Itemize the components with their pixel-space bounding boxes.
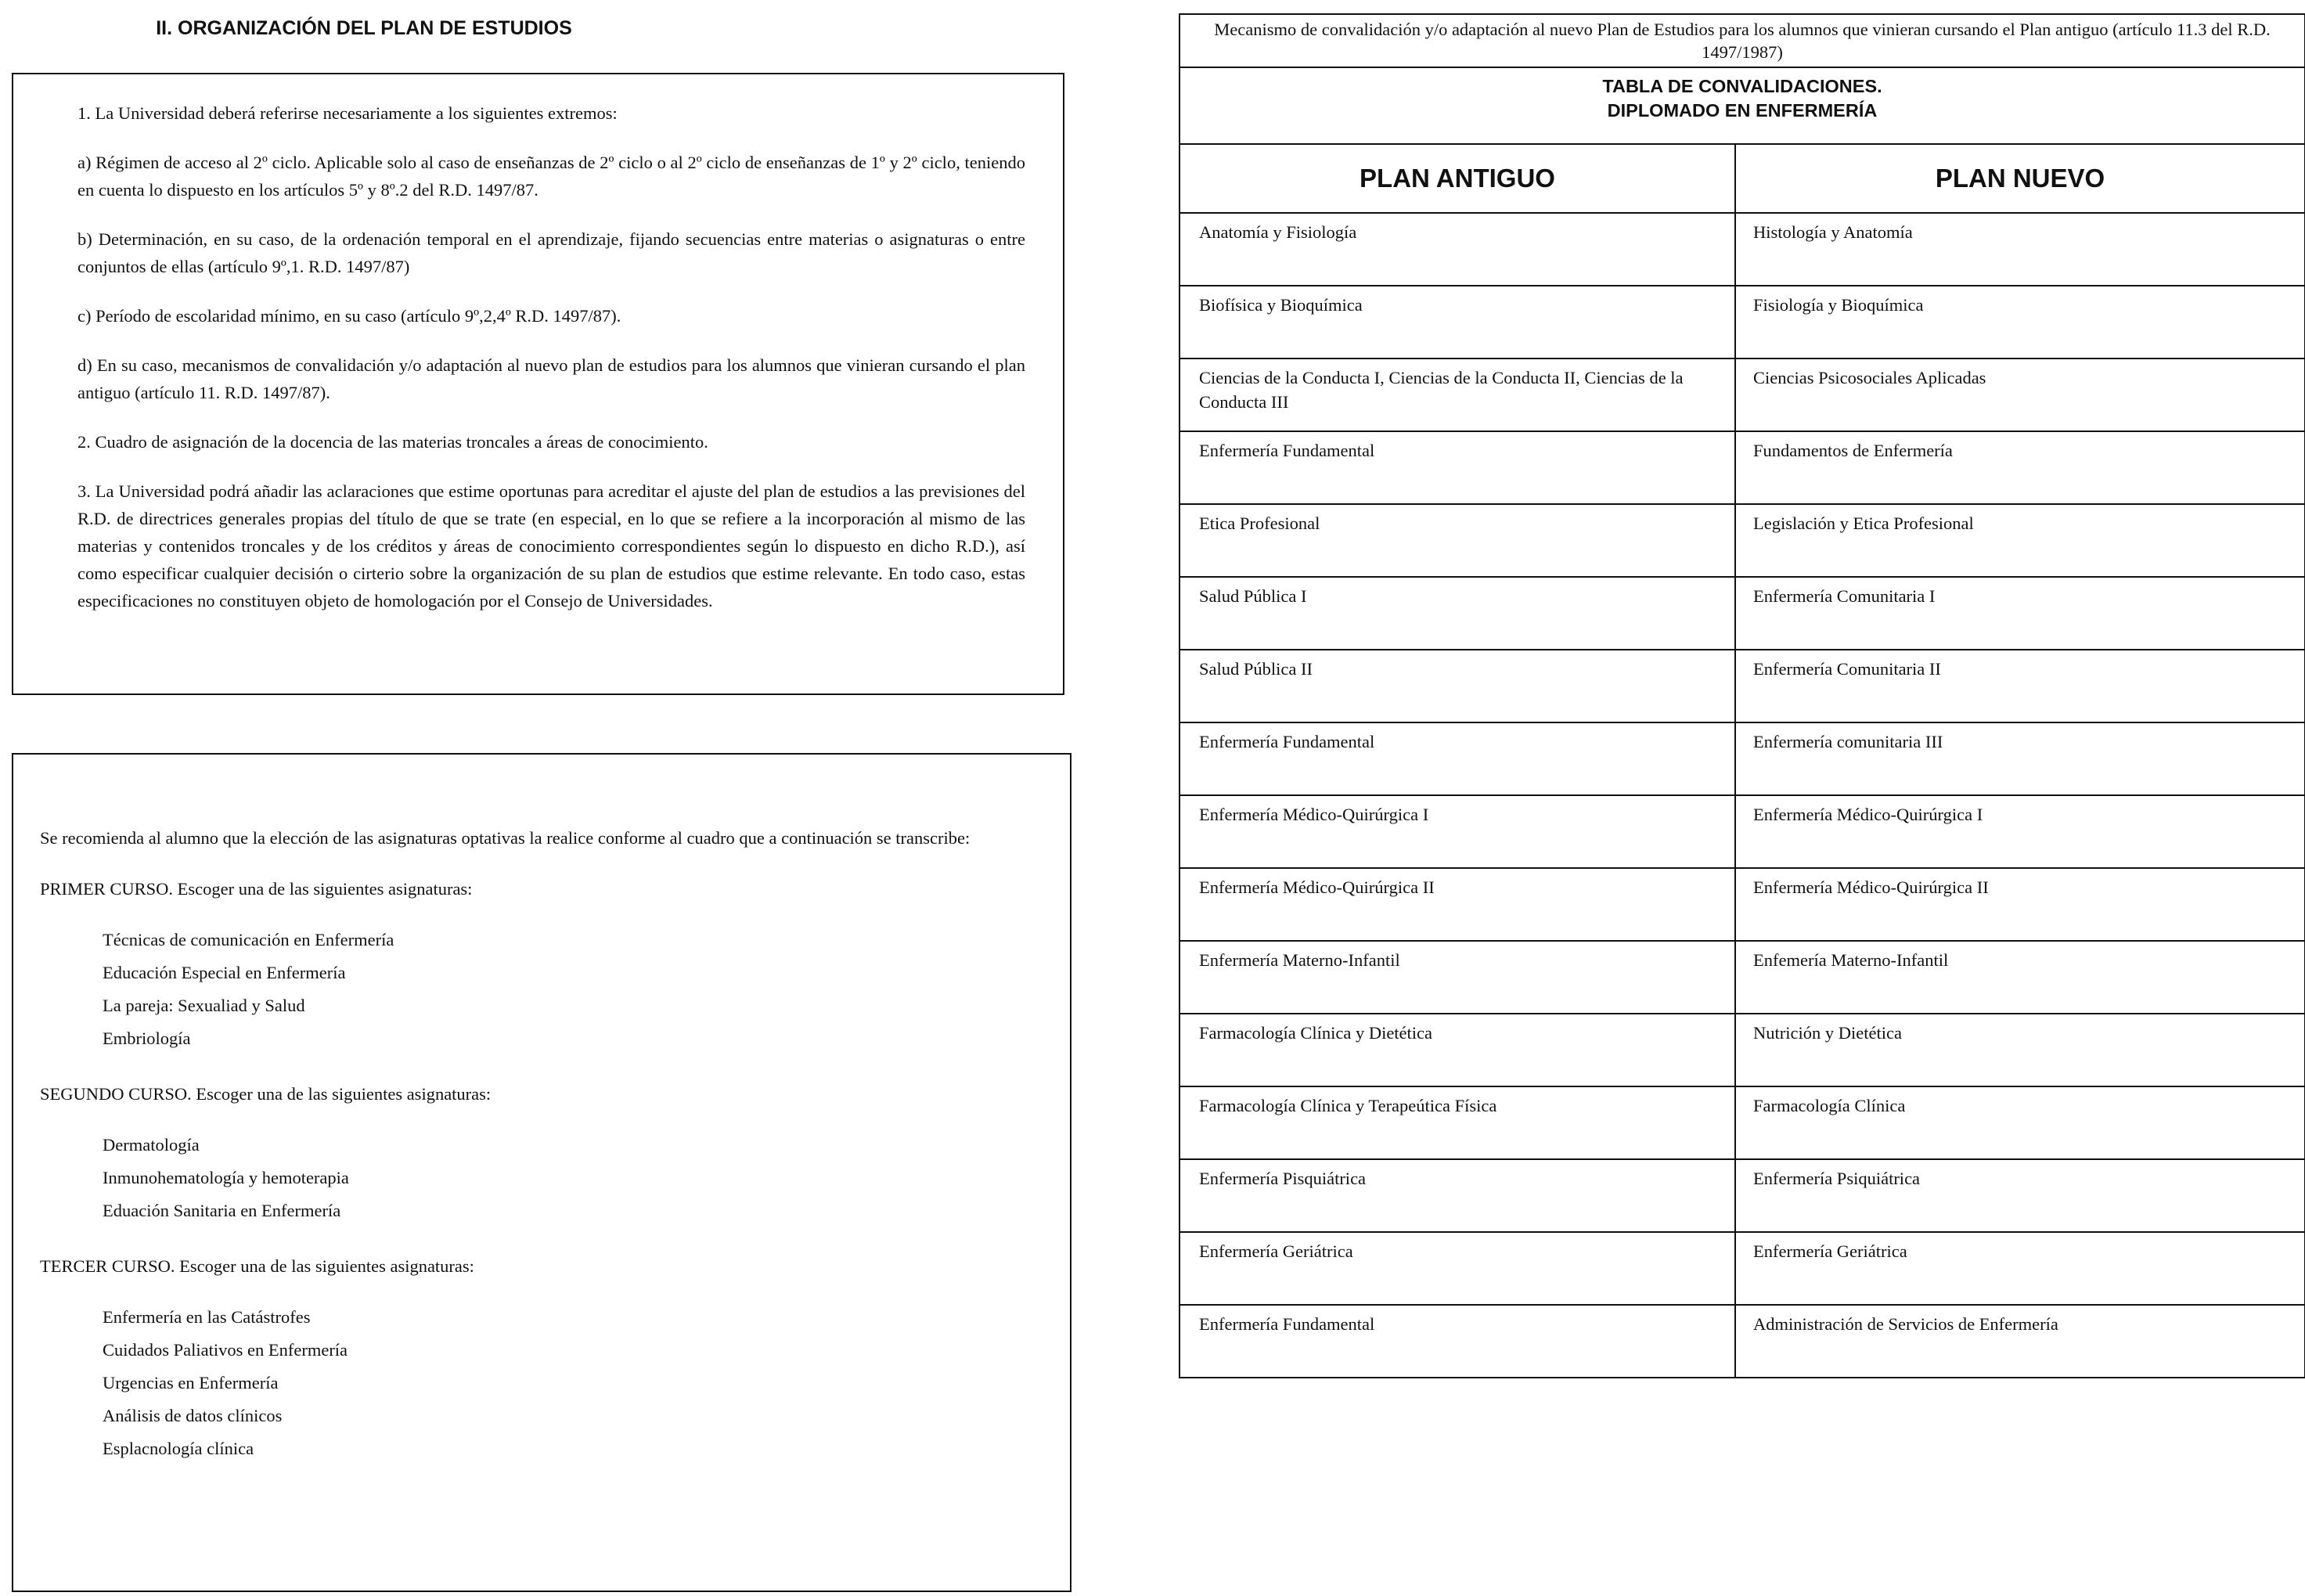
- old-plan-subject: Farmacología Clínica y Dietética: [1180, 1014, 1735, 1086]
- table-row: [1180, 1232, 2305, 1305]
- instruction-paragraph: a) Régimen de acceso al 2º ciclo. Aplicable solo al caso de enseñanzas de 2º ciclo o al 2º ciclo de enseñanzas de 1º y 2º ciclo, teniendo en cuenta lo dispuesto en los artículos 5º y 8º.2 del R.D. 1497/87.: [77, 153, 1025, 200]
- instruction-paragraph: d) En su caso, mecanismos de convalidación y/o adaptación al nuevo plan de estudios para los alumnos que vinieran cursando el plan antiguo (artículo 11. R.D. 1497/87).: [77, 355, 1025, 402]
- instruction-paragraph: 1. La Universidad deberá referirse necesariamente a los siguientes extremos:: [77, 103, 618, 123]
- table-body: [1180, 213, 2305, 1378]
- subject-item: Técnicas de comunicación en Enfermería: [103, 930, 394, 949]
- old-plan-subject: Enfermería Fundamental: [1180, 1305, 1735, 1378]
- course-heading: SEGUNDO CURSO. Escoger una de las siguientes asignaturas:: [40, 1084, 492, 1104]
- table-row: [1180, 504, 2305, 577]
- left-page: [0, 0, 1127, 1596]
- new-plan-subject: Enfermería Geriátrica: [1735, 1232, 2305, 1305]
- subject-list: [40, 1301, 1039, 1465]
- new-plan-subject: Fisiología y Bioquímica: [1735, 286, 2305, 358]
- subject-item: Cuidados Paliativos en Enfermería: [103, 1340, 348, 1360]
- instructions-box: [12, 73, 1064, 695]
- instruction-paragraph: b) Determinación, en su caso, de la ordenación temporal en el aprendizaje, fijando secuencias entre materias o asignaturas o entre conjuntos de ellas (artículo 9º,1. R.D. 1497/87): [77, 229, 1025, 276]
- table-row: [1180, 868, 2305, 941]
- subject-item: Enfermería en las Catástrofes: [103, 1307, 311, 1327]
- new-plan-subject: Ciencias Psicosociales Aplicadas: [1735, 358, 2305, 431]
- table-row: [1180, 213, 2305, 286]
- subject-item: Esplacnología clínica: [103, 1439, 254, 1458]
- optional-subjects-box: [12, 753, 1071, 1592]
- instruction-paragraph: 2. Cuadro de asignación de la docencia de las materias troncales a áreas de conocimiento.: [77, 432, 708, 452]
- new-plan-subject: Enfermería Médico-Quirúrgica II: [1735, 868, 2305, 941]
- table-row: [1180, 1305, 2305, 1378]
- subject-item: Urgencias en Enfermería: [103, 1373, 279, 1392]
- new-plan-subject: Farmacología Clínica: [1735, 1086, 2305, 1159]
- table-title-line: DIPLOMADO EN ENFERMERÍA: [1607, 100, 1878, 121]
- old-plan-subject: Enfermería Médico-Quirúrgica I: [1180, 795, 1735, 868]
- subject-item: Análisis de datos clínicos: [103, 1406, 283, 1425]
- table-row: [1180, 1086, 2305, 1159]
- new-plan-subject: Enfermería Comunitaria II: [1735, 650, 2305, 722]
- instruction-paragraph: c) Período de escolaridad mínimo, en su caso (artículo 9º,2,4º R.D. 1497/87).: [77, 306, 621, 326]
- old-plan-subject: Enfermería Médico-Quirúrgica II: [1180, 868, 1735, 941]
- table-title-line: TABLA DE CONVALIDACIONES.: [1602, 76, 1882, 96]
- subject-list: [40, 1129, 1039, 1227]
- old-plan-subject: Enfermería Fundamental: [1180, 431, 1735, 504]
- old-plan-subject: Farmacología Clínica y Terapeútica Física: [1180, 1086, 1735, 1159]
- table-caption: Mecanismo de convalidación y/o adaptación al nuevo Plan de Estudios para los alumnos que vinieran cursando el Plan antiguo (artículo 11.3 del R.D. 1497/1987): [1180, 14, 2305, 67]
- table-row: [1180, 431, 2305, 504]
- subject-item: Educación Especial en Enfermería: [103, 963, 346, 982]
- table-row: [1180, 577, 2305, 650]
- table-row: [1180, 1014, 2305, 1086]
- new-plan-subject: Enfermería Comunitaria I: [1735, 577, 2305, 650]
- old-plan-subject: Enfermería Geriátrica: [1180, 1232, 1735, 1305]
- table-row: [1180, 795, 2305, 868]
- table-row: [1180, 722, 2305, 795]
- convalidation-table: [1179, 13, 2305, 1378]
- new-plan-subject: Enfermería Médico-Quirúrgica I: [1735, 795, 2305, 868]
- old-plan-subject: Etica Profesional: [1180, 504, 1735, 577]
- new-plan-subject: Fundamentos de Enfermería: [1735, 431, 2305, 504]
- table-row: [1180, 650, 2305, 722]
- subject-item: Embriología: [103, 1029, 191, 1048]
- new-plan-subject: Enfermería comunitaria III: [1735, 722, 2305, 795]
- old-plan-subject: Biofísica y Bioquímica: [1180, 286, 1735, 358]
- old-plan-subject: Ciencias de la Conducta I, Ciencias de la Conducta II, Ciencias de la Conducta III: [1180, 358, 1735, 431]
- new-plan-subject: Administración de Servicios de Enfermería: [1735, 1305, 2305, 1378]
- table-row: [1180, 941, 2305, 1014]
- subject-list: [40, 924, 1039, 1055]
- old-plan-subject: Anatomía y Fisiología: [1180, 213, 1735, 286]
- subject-item: La pareja: Sexualiad y Salud: [103, 996, 305, 1015]
- new-plan-subject: Legislación y Etica Profesional: [1735, 504, 2305, 577]
- old-plan-subject: Enfermería Fundamental: [1180, 722, 1735, 795]
- new-plan-subject: Enfemería Materno-Infantil: [1735, 941, 2305, 1014]
- old-plan-subject: Salud Pública I: [1180, 577, 1735, 650]
- subject-item: Dermatología: [103, 1135, 200, 1155]
- column-header-old-plan: PLAN ANTIGUO: [1180, 144, 1735, 213]
- old-plan-subject: Salud Pública II: [1180, 650, 1735, 722]
- table-row: [1180, 286, 2305, 358]
- subject-item: Inmunohematología y hemoterapia: [103, 1168, 349, 1187]
- new-plan-subject: Nutrición y Dietética: [1735, 1014, 2305, 1086]
- table-row: [1180, 358, 2305, 431]
- right-page: [1174, 0, 2305, 1596]
- new-plan-subject: Histología y Anatomía: [1735, 213, 2305, 286]
- old-plan-subject: Enfermería Materno-Infantil: [1180, 941, 1735, 1014]
- section-title: II. ORGANIZACIÓN DEL PLAN DE ESTUDIOS: [156, 17, 572, 39]
- new-plan-subject: Enfermería Psiquiátrica: [1735, 1159, 2305, 1232]
- table-row: [1180, 1159, 2305, 1232]
- old-plan-subject: Enfermería Pisquiátrica: [1180, 1159, 1735, 1232]
- instruction-paragraph: 3. La Universidad podrá añadir las aclaraciones que estime oportunas para acreditar el ajuste del plan de estudios a las previsiones del R.D. de directrices generales propias del título de que se trate (en especial, en lo que se refiere a la incorporación al mismo de las materias y contenidos troncales y de los créditos y áreas de conocimiento correspondientes según lo dispuesto en dicho R.D.), así como especificar cualquier decisión o cirterio sobre la organización de su plan de estudios que estime relevante. En todo caso, estas especificaciones no constituyen objeto de homologación por el Consejo de Universidades.: [77, 481, 1025, 611]
- column-header-new-plan: PLAN NUEVO: [1735, 144, 2305, 213]
- subject-item: Eduación Sanitaria en Enfermería: [103, 1201, 341, 1220]
- optional-subjects-intro: Se recomienda al alumno que la elección de las asignaturas optativas la realice conforme al cuadro que a continuación se transcribe:: [40, 828, 971, 848]
- course-heading: PRIMER CURSO. Escoger una de las siguientes asignaturas:: [40, 879, 473, 899]
- table-title: [1180, 67, 2305, 144]
- course-heading: TERCER CURSO. Escoger una de las siguientes asignaturas:: [40, 1256, 474, 1276]
